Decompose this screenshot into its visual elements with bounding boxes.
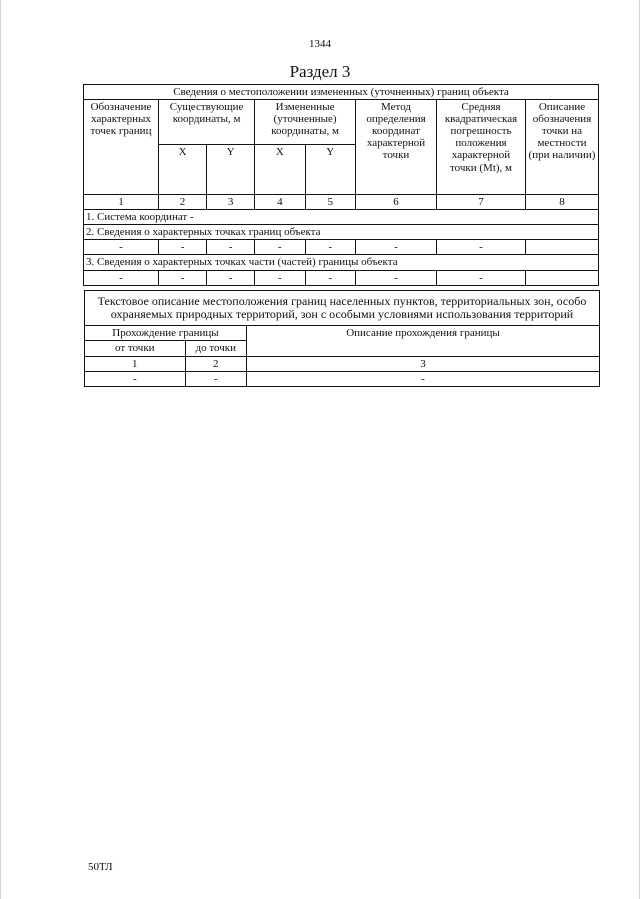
column-number: 1 (85, 356, 186, 371)
table-cell: - (207, 240, 255, 255)
column-number: 2 (185, 356, 246, 371)
header-existing-y: Y (207, 145, 255, 195)
table-cell: - (159, 270, 207, 285)
column-number: 3 (247, 356, 600, 371)
table-cell: - (85, 371, 186, 386)
header-passage-description: Описание прохождения границы (247, 326, 600, 356)
table-header-row (84, 100, 599, 145)
header-existing-x: X (159, 145, 207, 195)
table-header-row (85, 326, 600, 341)
table-row (85, 371, 600, 386)
page-number: 1344 (309, 38, 331, 50)
table-cell: - (84, 270, 159, 285)
column-number: 7 (437, 195, 526, 210)
column-number: 4 (255, 195, 305, 210)
header-method: Метод определения координат характерной точки (356, 100, 437, 195)
footer-code: 50ТЛ (88, 861, 113, 873)
column-number: 8 (526, 195, 599, 210)
table-caption: Текстовое описание местоположения границ населенных пунктов, территориальных зон, особо охраняемых природных территорий, зон с особыми условиями использования территорий (85, 291, 600, 326)
boundary-description-table (84, 290, 600, 387)
table-row (84, 270, 599, 285)
table-cell: - (207, 270, 255, 285)
coordinate-system-row (84, 210, 599, 225)
boundary-points-heading: 2. Сведения о характерных точках границ объекта (84, 225, 599, 240)
column-number: 1 (84, 195, 159, 210)
table-cell: - (356, 270, 437, 285)
column-number: 3 (207, 195, 255, 210)
boundary-points-heading-row (84, 225, 599, 240)
table-cell (526, 270, 599, 285)
header-error: Средняя квадратическая погрешность положения характерной точки (Mt), м (437, 100, 526, 195)
table-row (84, 240, 599, 255)
column-number: 2 (159, 195, 207, 210)
table-cell: - (247, 371, 600, 386)
table-cell: - (255, 270, 305, 285)
coordinate-system-label: 1. Система координат - (84, 210, 599, 225)
table-cell: - (305, 240, 355, 255)
header-changed-x: X (255, 145, 305, 195)
scan-edge-left (0, 0, 1, 899)
header-changed-y: Y (305, 145, 355, 195)
part-points-heading: 3. Сведения о характерных точках части (частей) границы объекта (84, 255, 599, 270)
table-cell: - (255, 240, 305, 255)
table-cell: - (159, 240, 207, 255)
table-cell: - (437, 240, 526, 255)
table-cell: - (84, 240, 159, 255)
table-caption-row (84, 85, 599, 100)
column-number: 6 (356, 195, 437, 210)
column-number-row (85, 356, 600, 371)
column-number: 5 (305, 195, 355, 210)
header-designation: Обозначение характерных точек границ (84, 100, 159, 195)
header-changed-coordinates: Измененные (уточненные) координаты, м (255, 100, 356, 145)
header-boundary-passage: Прохождение границы (85, 326, 247, 341)
part-points-heading-row (84, 255, 599, 270)
header-to-point: до точки (185, 341, 246, 356)
table-caption: Сведения о местоположении измененных (уточненных) границ объекта (84, 85, 599, 100)
table-cell: - (185, 371, 246, 386)
column-number-row (84, 195, 599, 210)
table-cell (526, 240, 599, 255)
table-cell: - (305, 270, 355, 285)
header-description: Описание обозначения точки на местности (при наличии) (526, 100, 599, 195)
header-existing-coordinates: Существующие координаты, м (159, 100, 255, 145)
table-cell: - (356, 240, 437, 255)
table-cell: - (437, 270, 526, 285)
header-from-point: от точки (85, 341, 186, 356)
table-caption-row (85, 291, 600, 326)
boundary-points-table (83, 84, 599, 286)
section-title: Раздел 3 (289, 62, 351, 81)
